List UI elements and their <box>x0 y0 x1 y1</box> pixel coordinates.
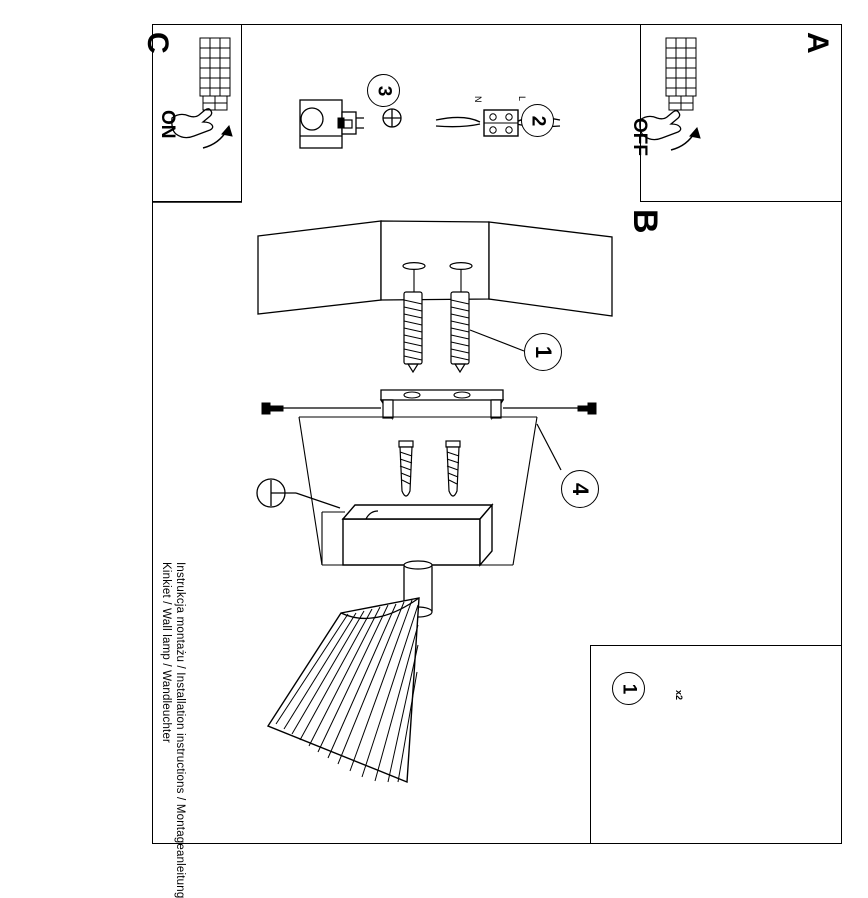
callout-step-2: 2 <box>521 104 554 137</box>
instruction-sheet: C ON A OFF B 1 4 2 3 1 x2 Instrukcja montażu / Installation instructions / Montageanleitung Kinkiet / Wall lamp / Wandleuchter N L <box>0 0 868 868</box>
wall-anchor-icon-left <box>404 292 422 372</box>
step3-graphics <box>300 100 401 148</box>
panel-c-state-label: ON <box>157 110 178 139</box>
panel-b-id: B <box>626 209 664 234</box>
wall-anchor-icon-right <box>451 292 469 372</box>
panel-a-state-label: OFF <box>629 118 650 156</box>
wall-surface-icon <box>258 221 612 316</box>
side-caption-line-1: Instrukcja montażu / Installation instructions / Montageanleitung <box>174 562 186 898</box>
callout-parts-step-1: 1 <box>612 672 645 705</box>
mounting-bracket-icon <box>262 390 596 418</box>
cylinder-shade-icon <box>268 598 419 782</box>
terminal-label-l: L <box>517 96 527 102</box>
allen-key-icon <box>257 479 340 508</box>
callout-step-1: 1 <box>524 333 562 371</box>
terminal-label-n: N <box>473 96 483 103</box>
callout-step-4: 4 <box>561 470 599 508</box>
callout-step-3: 3 <box>367 74 400 107</box>
side-caption-line-2: Kinkiet / Wall lamp / Wandleuchter <box>160 562 172 744</box>
